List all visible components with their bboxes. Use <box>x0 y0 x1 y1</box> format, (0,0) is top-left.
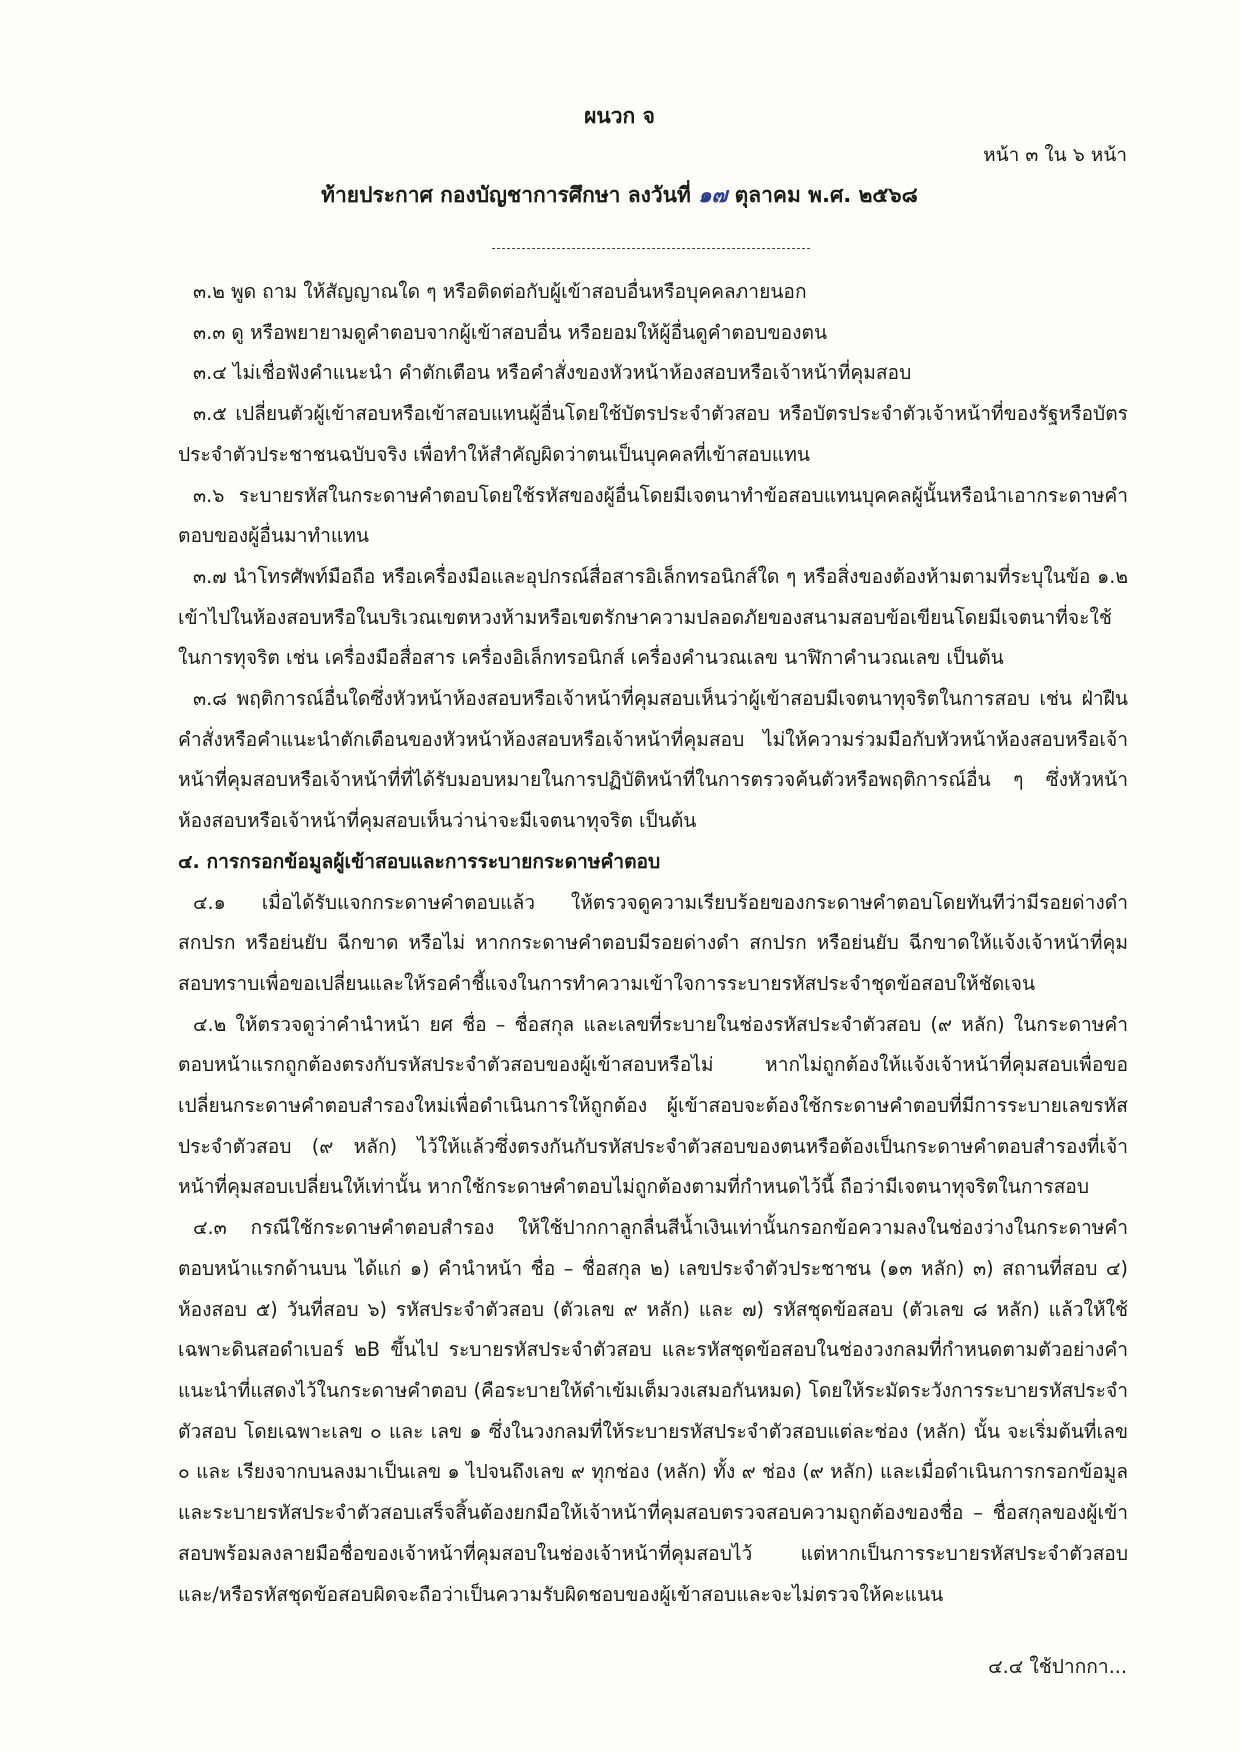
handwritten-date-day: ๑๗ <box>698 183 728 207</box>
clause-4-1: ๔.๑ เมื่อได้รับแจกกระดาษคำตอบแล้ว ให้ตรวจดูความเรียบร้อยของกระดาษคำตอบโดยทันทีว่ามีรอยด่างดำ สกปรก หรือย่นยับ ฉีกขาด หรือไม่ หากกระดาษคำตอบมีรอยด่างดำ สกปรก หรือย่นยับ ฉีกขาดให้แจ้งเจ้าหน้าที่คุมสอบทราบเพื่อขอเปลี่ยนและให้รอคำชี้แจงในการทำความเข้าใจการระบายรหัสประจำชุดข้อสอบให้ชัดเจน <box>178 890 1128 995</box>
appendix-title: ผนวก จ <box>584 104 655 128</box>
announcement-line <box>0 179 1239 212</box>
clause-3-7: ๓.๗ นำโทรศัพท์มือถือ หรือเครื่องมือและอุปกรณ์สื่อสารอิเล็กทรอนิกส์ใด ๆ หรือสิ่งของต้องห้ามตามที่ระบุในข้อ ๑.๒ เข้าไปในห้องสอบหรือในบริเวณเขตหวงห้ามหรือเขตรักษาความปลอดภัยของสนามสอบข้อเขียนโดยมีเจตนาที่จะใช้ในการทุจริต เช่น เครื่องมือสื่อสาร เครื่องอิเล็กทรอนิกส์ เครื่องคำนวณเลข นาฬิกาคำนวณเลข เป็นต้น <box>178 564 1128 670</box>
clause-3-4: ๓.๔ ไม่เชื่อฟังคำแนะนำ คำตักเตือน หรือคำสั่งของหัวหน้าห้องสอบหรือเจ้าหน้าที่คุมสอบ <box>193 361 912 385</box>
clause-3-3: ๓.๓ ดู หรือพยายามดูคำตอบจากผู้เข้าสอบอื่น หรือยอมให้ผู้อื่นดูคำตอบของตน <box>193 320 828 344</box>
clause-4-3: ๔.๓ กรณีใช้กระดาษคำตอบสำรอง ให้ใช้ปากกาลูกลื่นสีน้ำเงินเท่านั้นกรอกข้อความลงในช่องว่างในกระดาษคำตอบหน้าแรกด้านบน ได้แก่ ๑) คำนำหน้า ชื่อ – ชื่อสกุล ๒) เลขประจำตัวประชาชน (๑๓ หลัก) ๓) สถานที่สอบ ๔) ห้องสอบ ๕) วันที่สอบ ๖) รหัสประจำตัวสอบ (ตัวเลข ๙ หลัก) และ ๗) รหัสชุดข้อสอบ (ตัวเลข ๘ หลัก) แล้วให้ใช้เฉพาะดินสอดำเบอร์ ๒B ขึ้นไป ระบายรหัสประจำตัวสอบ และรหัสชุดข้อสอบในช่องวงกลมที่กำหนดตามตัวอย่างคำแนะนำที่แสดงไว้ในกระดาษคำตอบ (คือระบายให้ดำเข้มเต็มวงเสมอกันหมด) โดยให้ระมัดระวังการระบายรหัสประจำตัวสอบ โดยเฉพาะเลข ๐ และ เลข ๑ ซึ่งในวงกลมที่ให้ระบายรหัสประจำตัวสอบแต่ละช่อง (หลัก) นั้น จะเริ่มต้นที่เลข ๐ และ เรียงจากบนลงมาเป็นเลข ๑ ไปจนถึงเลข ๙ ทุกช่อง (หลัก) ทั้ง ๙ ช่อง (๙ หลัก) และเมื่อดำเนินการกรอกข้อมูลและระบายรหัสประจำตัวสอบเสร็จสิ้นต้องยกมือให้เจ้าหน้าที่คุมสอบตรวจสอบความถูกต้องของชื่อ – ชื่อสกุลของผู้เข้าสอบพร้อมลงลายมือชื่อของเจ้าหน้าที่คุมสอบในช่องเจ้าหน้าที่คุมสอบไว้ แต่หากเป็นการระบายรหัสประจำตัวสอบ และ/หรือรหัสชุดข้อสอบผิดจะถือว่าเป็นความรับผิดชอบของผู้เข้าสอบและจะไม่ตรวจให้คะแนน <box>178 1216 1128 1606</box>
clause-3-5: ๓.๕ เปลี่ยนตัวผู้เข้าสอบหรือเข้าสอบแทนผู้อื่นโดยใช้บัตรประจำตัวสอบ หรือบัตรประจำตัวเจ้าหน้าที่ของรัฐหรือบัตรประจำตัวประชาชนฉบับจริง เพื่อทำให้สำคัญผิดว่าตนเป็นบุคคลที่เข้าสอบแทน <box>178 402 1128 466</box>
clause-3-6: ๓.๖ ระบายรหัสในกระดาษคำตอบโดยใช้รหัสของผู้อื่นโดยมีเจตนาทำข้อสอบแทนบุคคลผู้นั้นหรือนำเอากระดาษคำตอบของผู้อื่นมาทำแทน <box>178 483 1128 548</box>
clause-3-8: ๓.๘ พฤติการณ์อื่นใดซึ่งหัวหน้าห้องสอบหรือเจ้าหน้าที่คุมสอบเห็นว่าผู้เข้าสอบมีเจตนาทุจริตในการสอบ เช่น ฝ่าฝืนคำสั่งหรือคำแนะนำตักเตือนของหัวหน้าห้องสอบหรือเจ้าหน้าที่คุมสอบ ไม่ให้ความร่วมมือกับหัวหน้าห้องสอบหรือเจ้าหน้าที่คุมสอบหรือเจ้าหน้าที่ที่ได้รับมอบหมายในการปฏิบัติหน้าที่ในการตรวจค้นตัวหรือพฤติการณ์อื่น ๆ ซึ่งหัวหน้าห้องสอบหรือเจ้าหน้าที่คุมสอบเห็นว่าน่าจะมีเจตนาทุจริต เป็นต้น <box>178 687 1128 833</box>
dashed-divider <box>492 248 810 249</box>
continuation-note: ๔.๔ ใช้ปากกา... <box>988 1655 1127 1678</box>
document-body <box>178 272 1128 1615</box>
announcement-prefix: ท้ายประกาศ กองบัญชาการศึกษา ลงวันที่ <box>321 183 699 207</box>
page-number: หน้า ๓ ใน ๖ หน้า <box>983 144 1127 166</box>
clause-4-2: ๔.๒ ให้ตรวจดูว่าคำนำหน้า ยศ ชื่อ – ชื่อสกุล และเลขที่ระบายในช่องรหัสประจำตัวสอบ (๙ หลัก) ในกระดาษคำตอบหน้าแรกถูกต้องตรงกับรหัสประจำตัวสอบของผู้เข้าสอบหรือไม่ หากไม่ถูกต้องให้แจ้งเจ้าหน้าที่คุมสอบเพื่อขอเปลี่ยนกระดาษคำตอบสำรองใหม่เพื่อดำเนินการให้ถูกต้อง ผู้เข้าสอบจะต้องใช้กระดาษคำตอบที่มีการระบายเลขรหัสประจำตัวสอบ (๙ หลัก) ไว้ให้แล้วซึ่งตรงกันกับรหัสประจำตัวสอบของตนหรือต้องเป็นกระดาษคำตอบสำรองที่เจ้าหน้าที่คุมสอบเปลี่ยนให้เท่านั้น หากใช้กระดาษคำตอบไม่ถูกต้องตามที่กำหนดไว้นี้ ถือว่ามีเจตนาทุจริตในการสอบ <box>178 1012 1128 1199</box>
section-4-heading: ๔. การกรอกข้อมูลผู้เข้าสอบและการระบายกระดาษคำตอบ <box>178 849 661 873</box>
announcement-suffix: ตุลาคม พ.ศ. ๒๕๖๘ <box>727 183 918 207</box>
clause-3-2: ๓.๒ พูด ถาม ให้สัญญาณใด ๆ หรือติดต่อกับผู้เข้าสอบอื่นหรือบุคคลภายนอก <box>193 280 807 303</box>
